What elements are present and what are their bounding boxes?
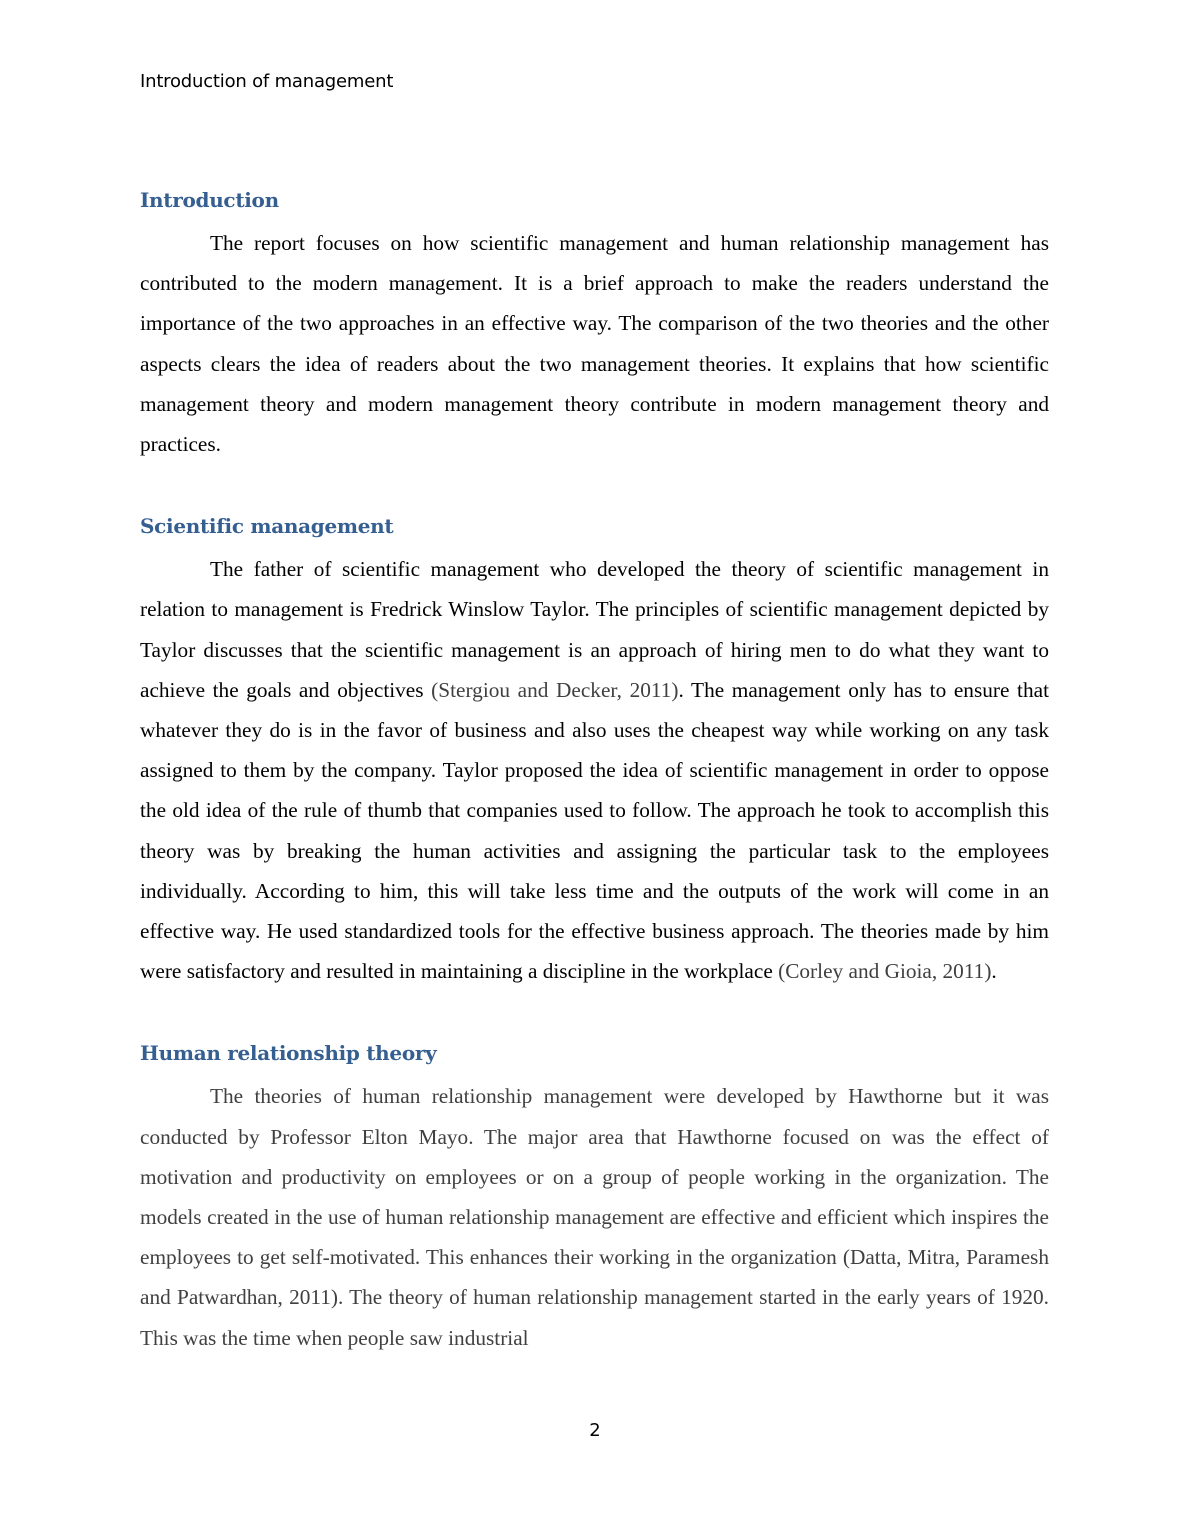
section-scientific-management xyxy=(140,510,1049,991)
scientific-management-text-part2: . The management only has to ensure that whatever they do is in the favor of business and also uses the cheapest way while working on any task assigned to them by the company. Taylor proposed the idea of scientific management in order to oppose the old idea of the rule of thumb that companies used to follow. The approach he took to accomplish this theory was by breaking the human activities and assigning the particular task to the employees individually. According to him, this will take less time and the outputs of the work will come in an effective way. He used standardized tools for the effective business approach. The theories made by him were satisfactory and resulted in maintaining a discipline in the workplace xyxy=(140,677,1049,984)
citation-corley-gioia: (Corley and Gioia, 2011) xyxy=(778,959,992,984)
citation-stergiou-decker: (Stergiou and Decker, 2011) xyxy=(431,677,679,702)
scientific-management-paragraph xyxy=(140,549,1049,991)
human-relationship-paragraph: The theories of human relationship management were developed by Hawthorne but it was conducted by Professor Elton Mayo. The major area that Hawthorne focused on was the effect of motivation and productivity on employees or on a group of people working in the organization. The models created in the use of human relationship management are effective and efficient which inspires the employees to get self-motivated. This enhances their working in the organization (Datta, Mitra, Paramesh and Patwardhan, 2011). The theory of human relationship management started in the early years of 1920. This was the time when people saw industrial xyxy=(140,1084,1049,1350)
human-relationship-heading: Human relationship theory xyxy=(140,1041,437,1066)
introduction-paragraph: The report focuses on how scientific management and human relationship management has contributed to the modern management. It is a brief approach to make the readers understand the importance of the two approaches in an effective way. The comparison of the two theories and the other aspects clears the idea of readers about the two management theories. It explains that how scientific management theory and modern management theory contribute in modern management theory and practices. xyxy=(140,231,1049,457)
scientific-management-text-part3: . xyxy=(991,959,997,984)
section-introduction xyxy=(140,184,1049,464)
document-body xyxy=(140,184,1049,1404)
scientific-management-heading: Scientific management xyxy=(140,514,394,539)
page-number: 2 xyxy=(589,1420,601,1441)
introduction-heading: Introduction xyxy=(140,188,279,212)
scientific-management-text-part1: The father of scientific management who developed the theory of scientific management in relation to management is Fredrick Winslow Taylor. The principles of scientific management depicted by Taylor discusses that the scientific management is an approach of hiring men to do what they want to achieve the goals and objectives xyxy=(140,557,1049,702)
section-human-relationship xyxy=(140,1037,1049,1357)
running-header: Introduction of management xyxy=(140,71,394,92)
